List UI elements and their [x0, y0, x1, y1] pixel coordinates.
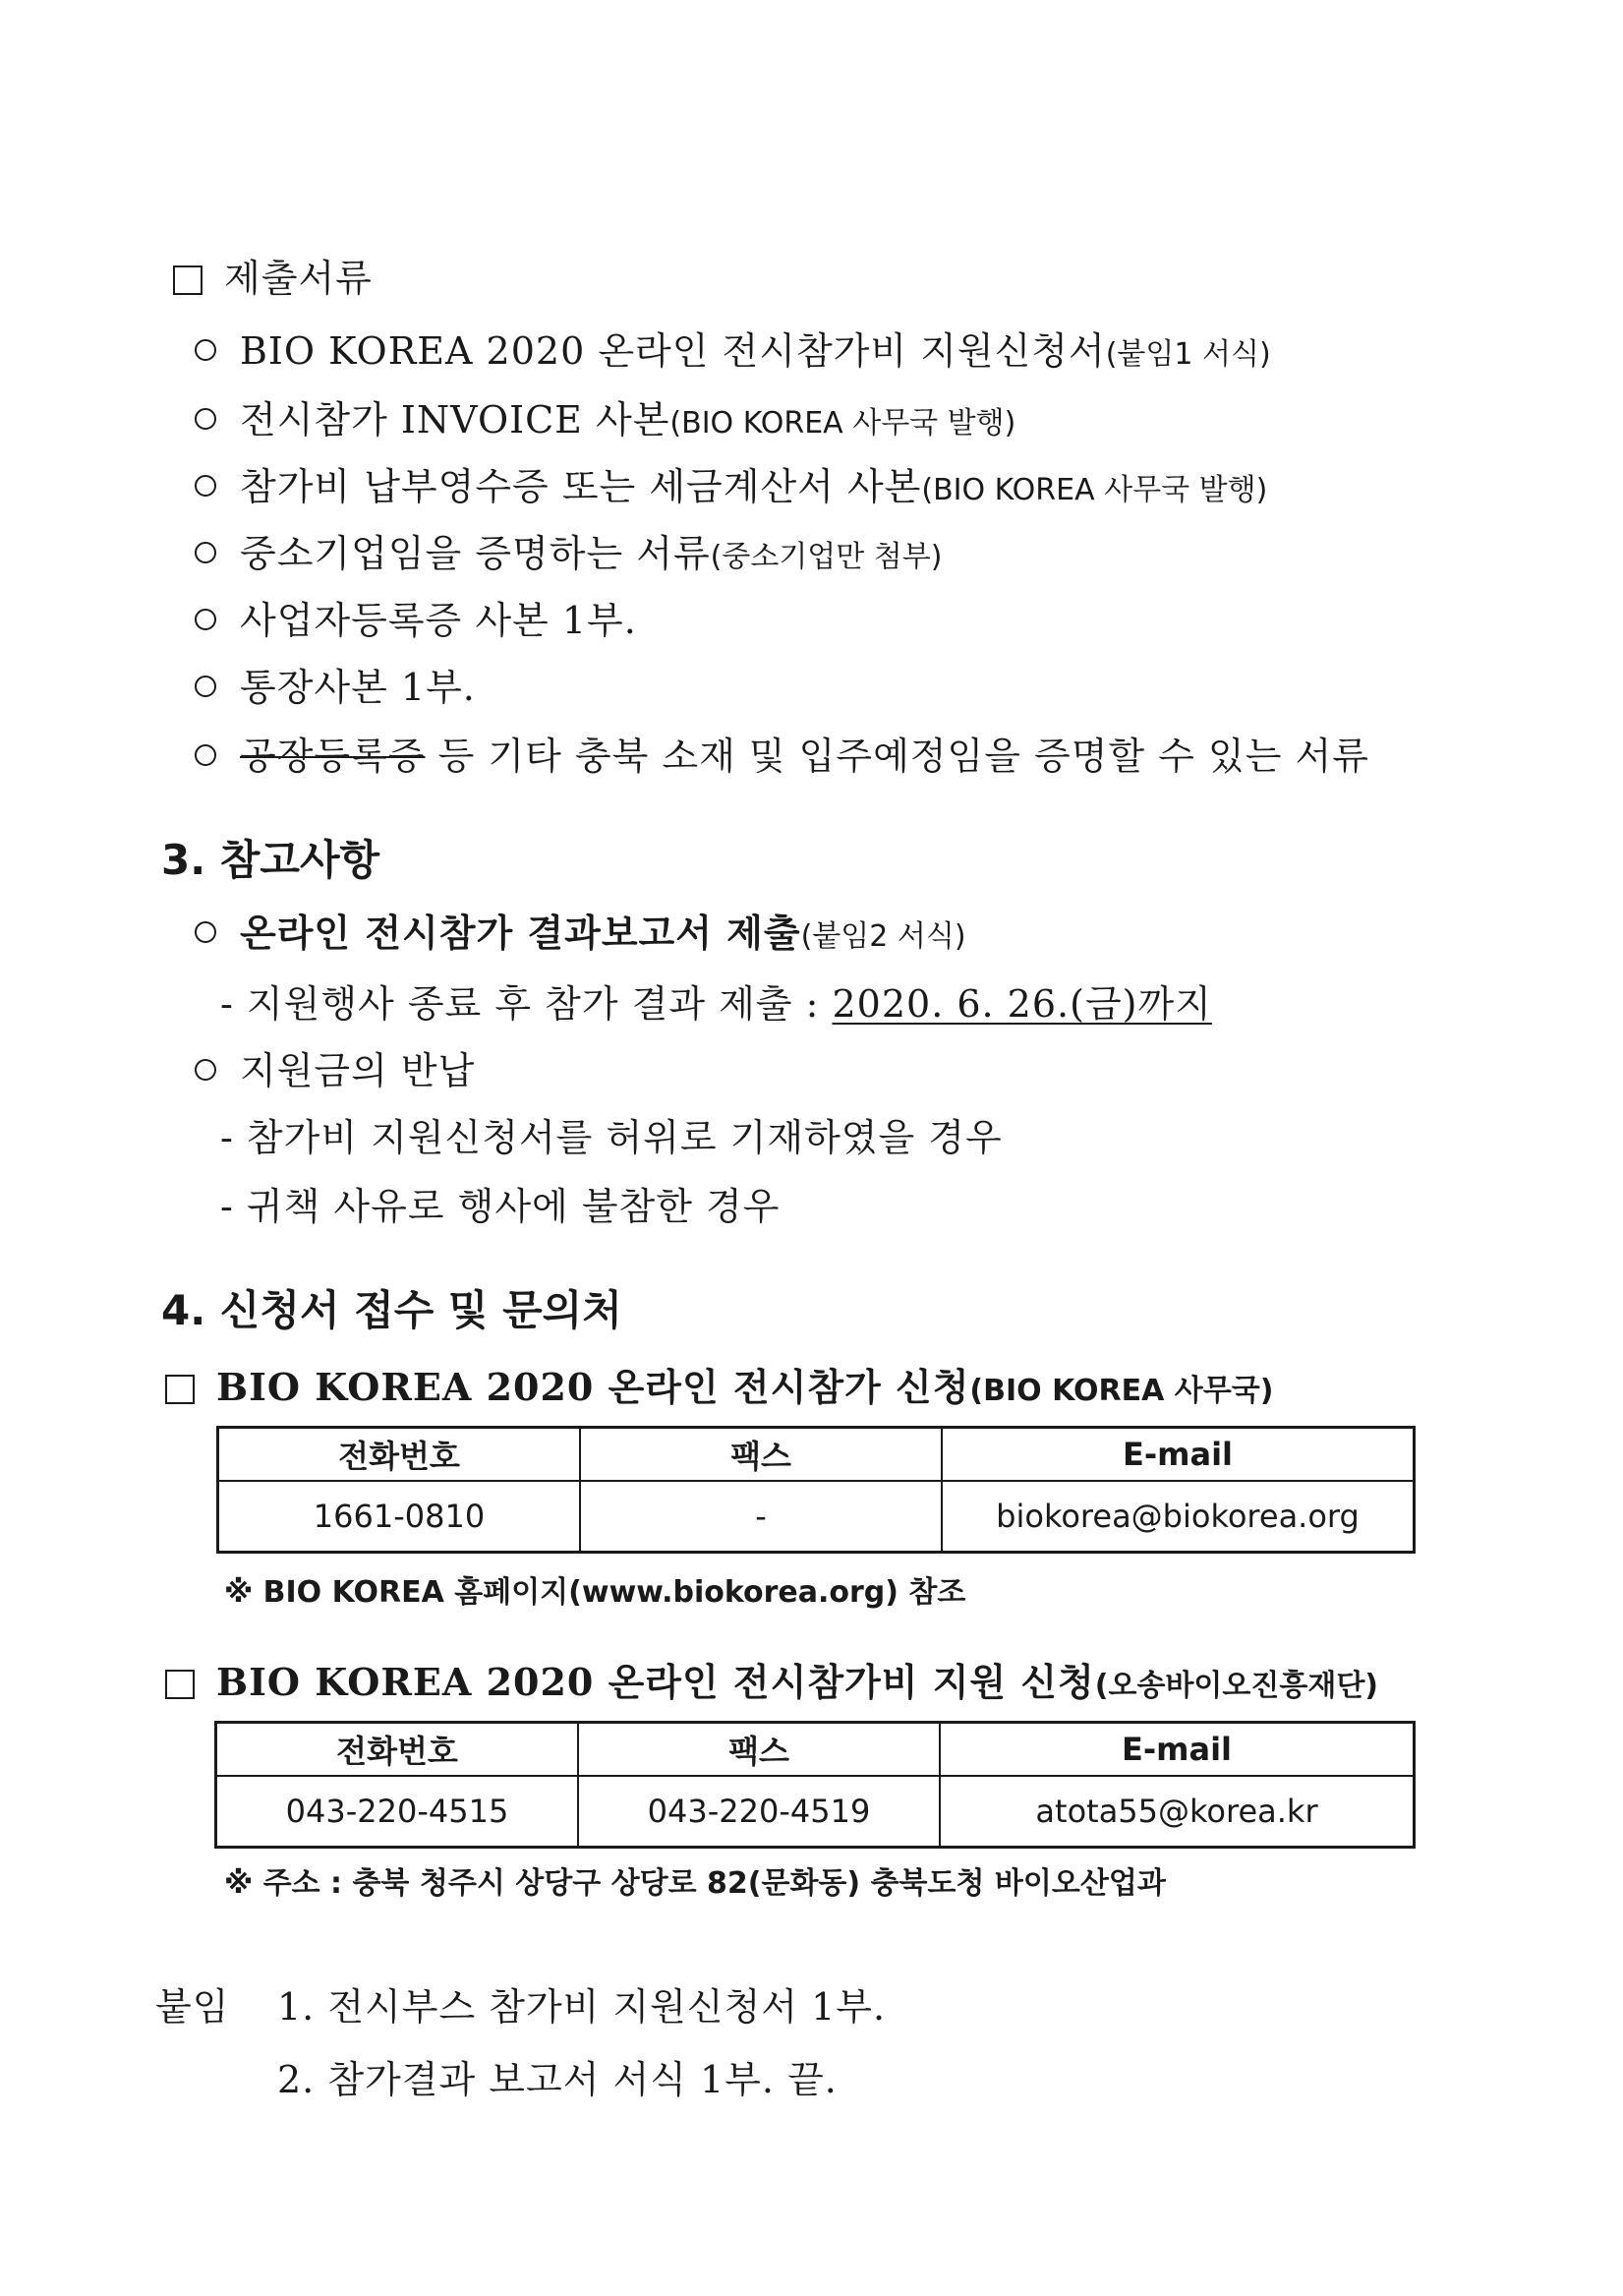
refund-item: 지원금의 반납 — [195, 1040, 475, 1094]
circle-bullet-icon — [195, 744, 216, 766]
report-deadline: 2020. 6. 26.(금)까지 — [832, 982, 1212, 1026]
table-row — [216, 1776, 1415, 1848]
attachment-item-1: 1. 전시부스 참가비 지원신청서 1부. — [277, 1985, 887, 2029]
table-header-row — [216, 1723, 1415, 1777]
phone-value: 1661-0810 — [218, 1481, 581, 1553]
header-email: E-mail — [940, 1723, 1415, 1777]
doc-item-7: 공장등록증 등 기타 충북 소재 및 입주예정임을 증명할 수 있는 서류 — [195, 726, 1369, 780]
doc-item-6: 통장사본 1부. — [195, 657, 476, 711]
submission-docs-heading: 제출서류 — [173, 248, 373, 302]
refund-reason-1: - 참가비 지원신청서를 허위로 기재하였을 경우 — [220, 1116, 1003, 1159]
contact2-title: BIO KOREA 2020 온라인 전시참가비 지원 신청(오송바이오진흥재단) — [165, 1652, 1378, 1706]
checkbox-square-icon — [165, 1375, 195, 1404]
email-value: biokorea@biokorea.org — [942, 1481, 1415, 1553]
circle-bullet-icon — [195, 1059, 216, 1081]
section3-title: 3. 참고사항 — [161, 836, 380, 884]
circle-bullet-icon — [195, 408, 216, 430]
circle-bullet-icon — [195, 921, 216, 943]
phone-value: 043-220-4515 — [216, 1776, 579, 1848]
header-email: E-mail — [942, 1428, 1415, 1482]
circle-bullet-icon — [195, 542, 216, 563]
circle-bullet-icon — [195, 475, 216, 497]
doc-item-3: 참가비 납부영수증 또는 세금계산서 사본(BIO KOREA 사무국 발행) — [195, 456, 1267, 510]
report-detail: - 지원행사 종료 후 참가 결과 제출 : 2020. 6. 26.(금)까지 — [220, 982, 1212, 1026]
doc-item-2: 전시참가 INVOICE 사본(BIO KOREA 사무국 발행) — [195, 389, 1015, 443]
header-phone: 전화번호 — [216, 1723, 579, 1777]
doc-item-4: 중소기업임을 증명하는 서류(중소기업만 첨부) — [195, 523, 942, 577]
table-header-row — [218, 1428, 1415, 1482]
header-fax: 팩스 — [580, 1428, 942, 1482]
doc-item-1: BIO KOREA 2020 온라인 전시참가비 지원신청서(붙임1 서식) — [195, 321, 1271, 375]
header-fax: 팩스 — [578, 1723, 940, 1777]
contact1-title: BIO KOREA 2020 온라인 전시참가 신청(BIO KOREA 사무국) — [165, 1357, 1273, 1411]
checkbox-square-icon — [165, 1670, 195, 1699]
circle-bullet-icon — [195, 676, 216, 697]
report-item: 온라인 전시참가 결과보고서 제출(붙임2 서식) — [195, 903, 966, 957]
circle-bullet-icon — [195, 609, 216, 630]
section4-title: 4. 신청서 접수 및 문의처 — [161, 1286, 622, 1334]
fax-value: 043-220-4519 — [578, 1776, 940, 1848]
header-phone: 전화번호 — [218, 1428, 581, 1482]
attachments-label: 붙임 — [155, 1985, 230, 2029]
doc-item-5: 사업자등록증 사본 1부. — [195, 590, 637, 644]
refund-reason-2: - 귀책 사유로 행사에 불참한 경우 — [220, 1185, 781, 1228]
fax-value: - — [580, 1481, 942, 1553]
contact1-footnote: ※ BIO KOREA 홈페이지(www.biokorea.org) 참조 — [224, 1575, 966, 1610]
contact2-table — [214, 1721, 1416, 1849]
email-value: atota55@korea.kr — [940, 1776, 1415, 1848]
attachment-item-2: 2. 참가결과 보고서 서식 1부. 끝. — [277, 2058, 838, 2101]
checkbox-square-icon — [173, 265, 203, 295]
table-row — [218, 1481, 1415, 1553]
contact2-footnote: ※ 주소 : 충북 청주시 상당구 상당로 82(문화동) 충북도청 바이오산업과 — [224, 1866, 1166, 1901]
contact1-table — [216, 1426, 1416, 1554]
circle-bullet-icon — [195, 339, 216, 361]
